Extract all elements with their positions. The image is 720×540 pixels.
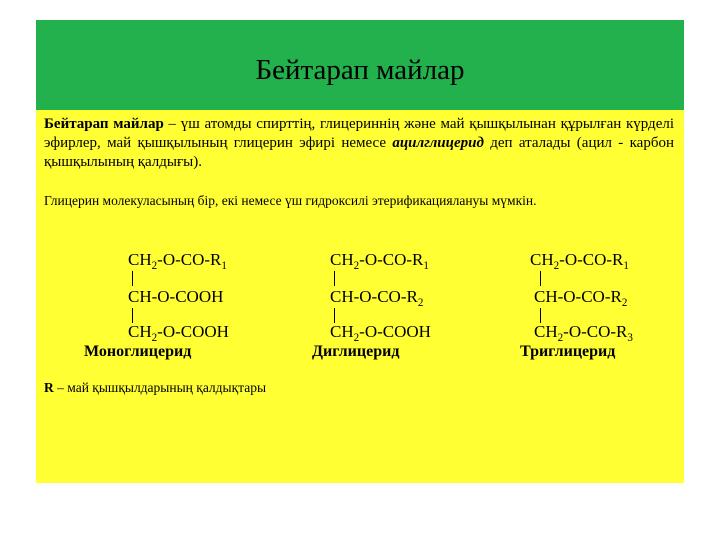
formula-row-1: $CH_2-O-CO-R_1$ [330, 250, 429, 272]
intro-paragraph [44, 115, 674, 172]
bond-line [334, 308, 335, 323]
intro-term-2: ацилглицерид [392, 135, 484, 151]
footnote-symbol: R [44, 380, 54, 395]
formula-row-2: $CH-O-CO-R_2$ [534, 287, 628, 309]
bond-line [540, 271, 541, 286]
bond-line [132, 271, 133, 286]
formula-row-2: CH-O-COOH [128, 287, 224, 306]
bond-line [334, 271, 335, 286]
triglyceride-label: Триглицерид [520, 343, 616, 360]
formula-row-2: $CH-O-CO-R_2$ [330, 287, 424, 309]
formula-row-3: $CH_2-O$-COOH [330, 322, 431, 344]
diglyceride-label: Диглицерид [312, 343, 400, 360]
footnote-text: – май қышқылдарының қалдықтары [53, 380, 267, 395]
title-bar [36, 20, 684, 110]
formula-row-3: $CH_2-O$-COOH [128, 322, 229, 344]
formula-row-3: $CH_2-O-CO-R_3$ [534, 322, 633, 344]
monoglyceride-label: Моноглицерид [84, 343, 192, 360]
glycerol-paragraph: Глицерин молекуласының бір, екі немесе үш гидроксилі этерификациялануы мүмкін. [44, 193, 537, 208]
intro-text-2: деп аталады (ацил - карбон қышқылының қалдығы). [44, 135, 674, 170]
formula-row-1: $CH_2-O-CO-R_1$ [530, 250, 629, 272]
intro-term: Бейтарап майлар [44, 116, 164, 132]
intro-text-1: – үш атомды спирттің, глицериннің және май қышқылынан құрылған күрделі эфирлер, май қышқылының глицерин эфирі немесе [44, 116, 675, 151]
bond-line [540, 308, 541, 323]
footnote [44, 380, 266, 396]
slide-title: Бейтарап майлар [255, 54, 465, 86]
bond-line [132, 308, 133, 323]
formula-row-1: $CH_2-O-CO-R_1$ [128, 250, 227, 272]
slide [36, 20, 684, 483]
